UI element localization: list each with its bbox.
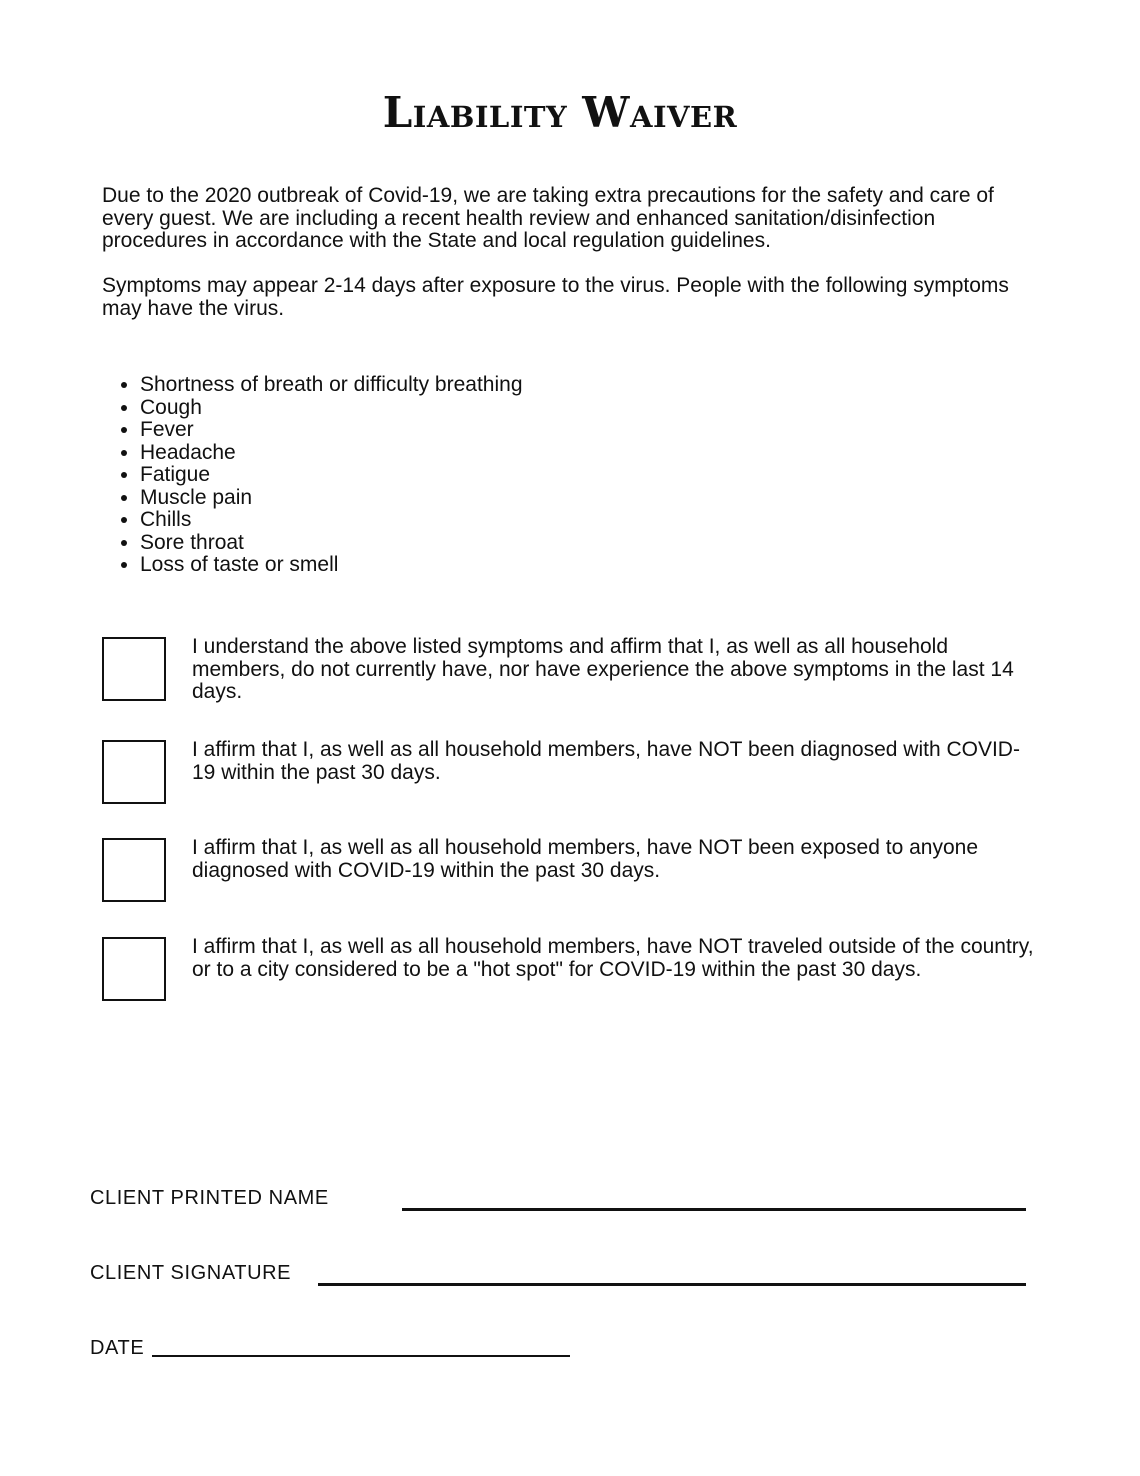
symptom-item: • Sore throat	[140, 532, 523, 555]
symptoms-intro-paragraph: Symptoms may appear 2-14 days after exposure to the virus. People with the following symptoms may have the virus.	[102, 274, 1009, 320]
printed-name-line[interactable]	[402, 1208, 1026, 1211]
affirmation-symptoms-text: I understand the above listed symptoms and affirm that I, as well as all household members, do not currently have, nor have experience the above symptoms in the last 14 days.	[192, 635, 1014, 703]
symptom-item: • Fever	[140, 419, 523, 442]
affirmation-travel-checkbox[interactable]	[102, 937, 166, 1001]
page-title: Liability Waiver	[382, 88, 738, 137]
signature-label: CLIENT SIGNATURE	[90, 1262, 292, 1284]
symptom-item: • Muscle pain	[140, 487, 523, 510]
affirmation-symptoms-checkbox[interactable]	[102, 637, 166, 701]
symptom-item: • Headache	[140, 442, 523, 465]
signature-line[interactable]	[318, 1283, 1026, 1286]
affirmation-diagnosed-checkbox[interactable]	[102, 740, 166, 804]
date-line[interactable]	[152, 1355, 570, 1357]
symptoms-list	[102, 374, 523, 577]
symptom-item: • Loss of taste or smell	[140, 554, 523, 577]
affirmation-travel-text: I affirm that I, as well as all household members, have NOT traveled outside of the country, or to a city considered to be a "hot spot" for COVID-19 within the past 30 days.	[192, 935, 1034, 981]
intro-paragraph: Due to the 2020 outbreak of Covid-19, we are taking extra precautions for the safety and care of every guest. We are including a recent health review and enhanced sanitation/disinfection procedures in accordance with the State and local regulation guidelines.	[102, 184, 994, 252]
symptom-item: • Fatigue	[140, 464, 523, 487]
affirmation-exposed-checkbox[interactable]	[102, 838, 166, 902]
affirmation-exposed-text: I affirm that I, as well as all household members, have NOT been exposed to anyone diagnosed with COVID-19 within the past 30 days.	[192, 836, 978, 882]
printed-name-label: CLIENT PRINTED NAME	[90, 1187, 329, 1209]
symptom-item: • Shortness of breath or difficulty breathing	[140, 374, 523, 397]
affirmation-diagnosed-text: I affirm that I, as well as all household members, have NOT been diagnosed with COVID-19 within the past 30 days.	[192, 738, 1020, 784]
date-label: DATE	[90, 1337, 145, 1359]
symptom-item: • Cough	[140, 397, 523, 420]
symptom-item: • Chills	[140, 509, 523, 532]
